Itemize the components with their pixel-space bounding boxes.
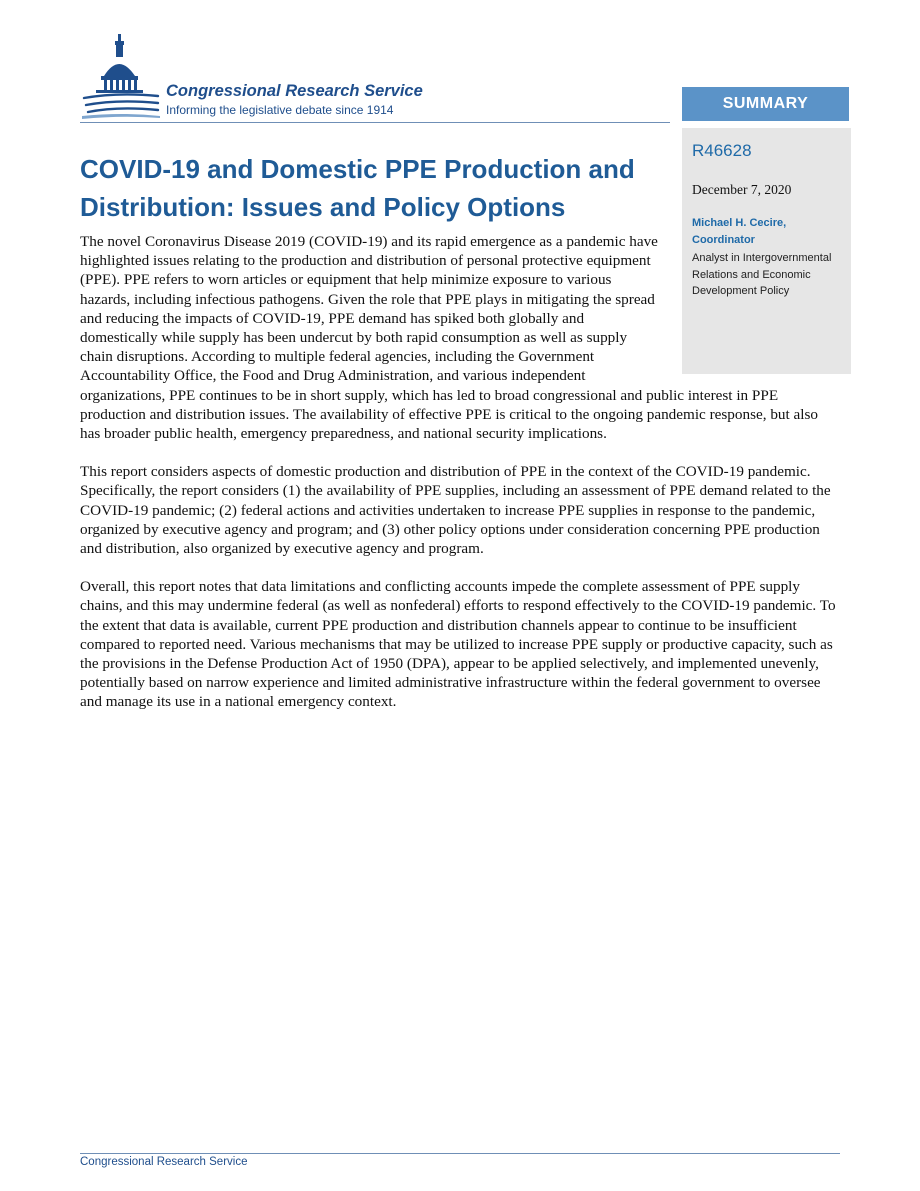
org-name: Congressional Research Service (166, 82, 423, 100)
capitol-dome-icon (82, 32, 162, 122)
summary-band: SUMMARY (682, 87, 849, 121)
footer-text: Congressional Research Service (80, 1156, 248, 1168)
paragraph-1: The novel Coronavirus Disease 2019 (COVID-19) and its rapid emergence as a pandemic have highlighted issues relating to the production and distribution of personal protective equipment (PPE). PPE refers to worn articles or equipment that help minimize exposure to various hazards, including infectious pathogens. Given the role that PPE plays in mitigating the spread and reducing the impacts of COVID-19, PPE demand has spiked both globally and domestically while supply has been undercut by both rapid consumption as well as supply chain disruptions. According to multiple federal agencies, including the Government Accountability Office, the Food and Drug Administration, and various independent organizations, PPE continues to be in short supply, which has led to broad congressional and public interest in PPE production and distribution issues. The availability of effective PPE is critical to the ongoing pandemic response, but also has broader public health, emergency preparedness, and national security implications. (80, 233, 818, 443)
header-divider (80, 122, 670, 123)
sidebar-spacer (658, 232, 842, 372)
author-title: Analyst in Intergovernmental Relations and Economic Development Policy (692, 252, 832, 297)
document-title: COVID-19 and Domestic PPE Production and Distribution: Issues and Policy Options (80, 154, 635, 222)
footer-divider (80, 1153, 840, 1154)
author-name: Michael H. Cecire, (692, 217, 787, 229)
summary-body (80, 232, 842, 731)
paragraph-3: Overall, this report notes that data limitations and conflicting accounts impede the complete assessment of PPE supply chains, and this may undermine federal (as well as nonfederal) efforts to respond effectively to the COVID-19 pandemic. To the extent that data is available, current PPE production and distribution channels appear to continue to be insufficient compared to reported need. Various mechanisms that may be utilized to increase PPE supply or productive capacity, such as the provisions in the Defense Production Act of 1950 (DPA), appear to be applied selectively, and implemented unevenly, potentially based on narrow experience and limited administrative infrastructure within the federal government to oversee and manage its use in a national emergency context. (80, 578, 836, 711)
report-date: December 7, 2020 (692, 182, 792, 197)
paragraph-2: This report considers aspects of domestic production and distribution of PPE in the context of the COVID-19 pandemic. Specifically, the report considers (1) the availability of PPE supplies, including an assessment of PPE demand related to the COVID-19 pandemic; (2) federal actions and activities undertaken to increase PPE supplies in response to the pandemic, organized by executive agency and program; and (3) other policy options under consideration concerning PPE production and distribution, also organized by executive agency and program. (80, 463, 831, 558)
org-tagline: Informing the legislative debate since 1914 (166, 103, 394, 117)
crs-logo (80, 32, 680, 124)
report-number: R46628 (692, 141, 752, 160)
author-role: Coordinator (692, 234, 755, 246)
